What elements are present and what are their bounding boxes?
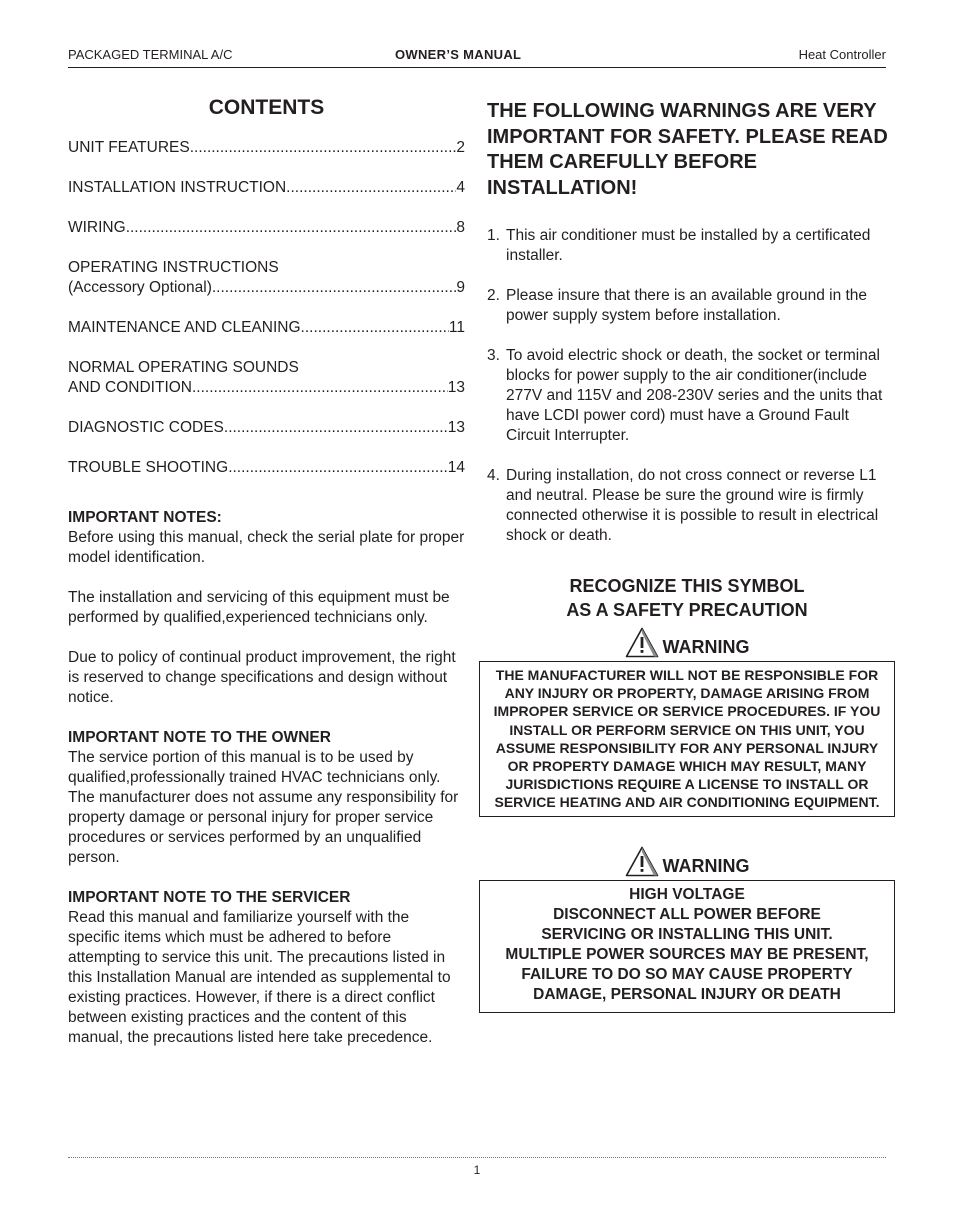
toc-entry-line (68, 178, 465, 198)
toc-leader-dots (192, 378, 448, 398)
toc-leader-dots (216, 278, 456, 298)
safety-warning-number: 2. (487, 287, 500, 304)
toc-page-number: 11 (448, 319, 465, 336)
manufacturer-liability-warning-box (479, 661, 895, 817)
symbol-caption-line-1: RECOGNIZE THIS SYMBOL (569, 576, 805, 596)
toc-entry (68, 178, 465, 198)
toc-entry (68, 318, 465, 338)
toc-entry-line (68, 278, 465, 298)
toc-entry-line (68, 418, 465, 438)
safety-warning-number: 1. (487, 227, 500, 244)
toc-page-number: 13 (447, 379, 465, 396)
toc-page-number: 4 (456, 179, 465, 196)
important-notes (68, 508, 465, 1048)
toc-leader-dots (126, 218, 457, 238)
footer-dotted-rule (68, 1157, 886, 1158)
servicer-note-heading: IMPORTANT NOTE TO THE SERVICER (68, 889, 351, 906)
notes-paragraph-3: Due to policy of continual product improvement, the right is reserved to change specifications and design without notice. (68, 649, 456, 706)
toc-entry (68, 258, 465, 298)
toc-page-number: 9 (456, 279, 465, 296)
contents-title: CONTENTS (208, 96, 325, 119)
right-column (487, 99, 895, 1013)
page-header (68, 47, 886, 68)
toc-entry (68, 138, 465, 158)
warning-label-1: WARNING (662, 637, 750, 657)
high-voltage-line: FAILURE TO DO SO MAY CAUSE PROPERTY (521, 965, 853, 983)
safety-warning-text: This air conditioner must be installed by a certificated installer. (506, 227, 871, 264)
toc-page-number: 2 (456, 139, 465, 156)
safety-warning-item (487, 466, 895, 546)
symbol-caption (487, 574, 887, 622)
toc-entry-title: AND CONDITION (68, 379, 192, 396)
warning-triangle-icon (625, 627, 659, 658)
symbol-caption-line-2: AS A SAFETY PRECAUTION (566, 600, 808, 620)
high-voltage-line: DAMAGE, PERSONAL INJURY OR DEATH (533, 985, 841, 1003)
toc-entry-title-line: NORMAL OPERATING SOUNDS (68, 359, 299, 376)
toc-entry-title: MAINTENANCE AND CLEANING (68, 319, 301, 336)
notes-heading: IMPORTANT NOTES: (68, 509, 222, 526)
high-voltage-line: SERVICING OR INSTALLING THIS UNIT. (541, 925, 833, 943)
toc-entry-title: INSTALLATION INSTRUCTION (68, 179, 287, 196)
toc-entry (68, 458, 465, 478)
safety-warning-item (487, 226, 895, 266)
toc-page-number: 8 (456, 219, 465, 236)
toc-entry-title: DIAGNOSTIC CODES (68, 419, 224, 436)
toc-leader-dots (286, 178, 456, 198)
high-voltage-warning-box (479, 880, 895, 1013)
high-voltage-line: DISCONNECT ALL POWER BEFORE (553, 905, 821, 923)
toc-entry-title-line: OPERATING INSTRUCTIONS (68, 259, 279, 276)
toc-entry-line (68, 318, 465, 338)
safety-warning-number: 4. (487, 467, 500, 484)
warning-heading-2 (487, 845, 887, 877)
toc-page-number: 14 (447, 459, 465, 476)
header-product: PACKAGED TERMINAL A/C (68, 47, 233, 62)
toc-leader-dots (224, 418, 448, 438)
toc-entry-line (68, 138, 465, 158)
toc-entry-title: TROUBLE SHOOTING (68, 459, 229, 476)
toc-entry-line (68, 458, 465, 478)
header-manual-title: OWNER’S MANUAL (395, 47, 522, 62)
toc-page-number: 13 (447, 419, 465, 436)
left-column (68, 96, 465, 1068)
safety-warning-text: To avoid electric shock or death, the socket or terminal blocks for power supply to the air conditioner(include 277V and 115V and 208-230V series and the units that have LCDI power cord) must have a Ground Fault Circuit Interrupter. (506, 347, 883, 444)
safety-warning-text: Please insure that there is an available ground in the power supply system before installation. (506, 287, 868, 324)
toc-entry-line (68, 218, 465, 238)
high-voltage-line: MULTIPLE POWER SOURCES MAY BE PRESENT, (505, 945, 869, 963)
warning-label-2: WARNING (662, 855, 750, 876)
owner-note-text: The service portion of this manual is to be used by qualified,professionally trained HVAC technicians only. The manufacturer does not assume any responsibility for property damage or personal injury for proper service procedures or services performed by an unqualified person. (68, 749, 459, 866)
owner-note-heading: IMPORTANT NOTE TO THE OWNER (68, 729, 331, 746)
servicer-note-text: Read this manual and familiarize yourself with the specific items which must be adhered to before attempting to service this unit. The precautions listed in this Installation Manual are intended as supplemental to existing practices. However, if there is a direct conflict between existing practices and the content of this manual, the precautions listed here take precedence. (68, 909, 451, 1046)
safety-warning-item (487, 286, 895, 326)
safety-warning-item (487, 346, 895, 446)
toc-entry (68, 218, 465, 238)
warning-triangle-icon (625, 846, 659, 877)
toc-entry-title: (Accessory Optional). (68, 279, 217, 296)
table-of-contents (68, 138, 465, 478)
warning-heading-1 (487, 626, 887, 658)
toc-leader-dots (228, 458, 448, 478)
page-number: 1 (473, 1163, 481, 1177)
toc-entry-title: UNIT FEATURES (68, 139, 190, 156)
toc-leader-dots (190, 138, 457, 158)
safety-warning-number: 3. (487, 347, 500, 364)
toc-entry-line (68, 378, 465, 398)
toc-entry-title: WIRING (68, 219, 126, 236)
header-brand: Heat Controller (798, 47, 886, 62)
toc-leader-dots (301, 318, 449, 338)
high-voltage-line: HIGH VOLTAGE (629, 885, 745, 903)
notes-paragraph-1: Before using this manual, check the serial plate for proper model identification. (68, 529, 465, 566)
safety-warnings-title: THE FOLLOWING WARNINGS ARE VERY IMPORTANT FOR SAFETY. PLEASE READ THEM CAREFULLY BEFORE INSTALLATION! (487, 100, 888, 199)
notes-paragraph-2: The installation and servicing of this equipment must be performed by qualified,experienced technicians only. (68, 589, 450, 626)
toc-entry (68, 418, 465, 438)
safety-warnings-list (487, 226, 895, 546)
manufacturer-liability-text: THE MANUFACTURER WILL NOT BE RESPONSIBLE FOR ANY INJURY OR PROPERTY, DAMAGE ARISING FROM IMPROPER SERVICE OR SERVICE PROCEDURES. IF YOU INSTALL OR PERFORM SERVICE ON THIS UNIT, YOU ASSUME RESPONSIBILITY FOR ANY PERSONAL INJURY OR PROPERTY DAMAGE WHICH MAY RESULT, MANY JURISDICTIONS REQUIRE A LICENSE TO INSTALL OR SERVICE HEATING AND AIR CONDITIONING EQUIPMENT. (493, 667, 881, 811)
safety-warning-text: During installation, do not cross connect or reverse L1 and neutral. Please be sure the ground wire is firmly connected otherwise it is possible to result in electrical shock or death. (506, 467, 879, 544)
toc-entry (68, 358, 465, 398)
